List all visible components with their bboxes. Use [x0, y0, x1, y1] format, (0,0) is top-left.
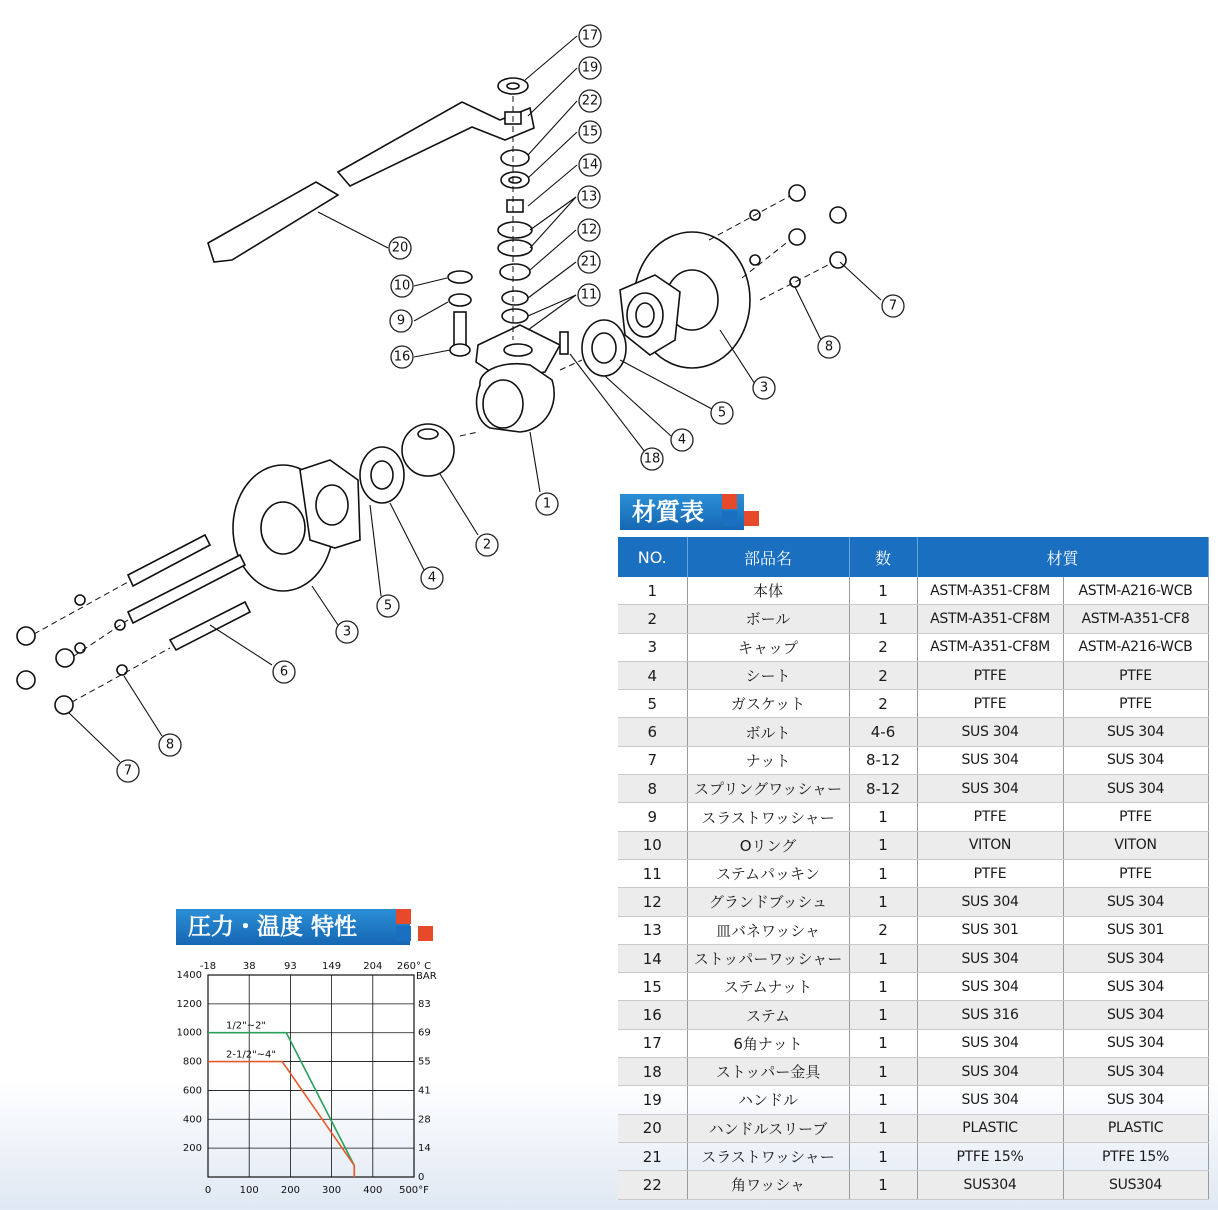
- svg-text:3: 3: [759, 380, 769, 396]
- series-label-1: 2-1/2"~4": [226, 1049, 277, 1061]
- callout-8-left: [159, 734, 181, 756]
- callout-3-right: [753, 377, 775, 399]
- right-tick-label: 41: [418, 1085, 431, 1097]
- cell-material-1: SUS 304: [917, 888, 1063, 916]
- cell-material-1: PTFE: [917, 690, 1063, 718]
- cell-material-1: SUS 304: [917, 775, 1063, 803]
- cell-material-2: SUS 304: [1063, 973, 1208, 1001]
- cell-qty: 1: [849, 859, 917, 887]
- cell-qty: 2: [849, 916, 917, 944]
- table-row: [618, 916, 1208, 944]
- svg-text:17: 17: [581, 28, 599, 44]
- table-header-row: [618, 537, 1208, 577]
- right-tick-label: 14: [418, 1143, 431, 1155]
- bottom-tick-label: 300: [322, 1185, 342, 1196]
- cell-material-1: SUS 304: [917, 973, 1063, 1001]
- cell-material-2: SUS 304: [1063, 746, 1208, 774]
- series-label-0: 1/2"~2": [226, 1020, 267, 1032]
- callout-2: [476, 534, 498, 556]
- cell-material-2: VITON: [1063, 831, 1208, 859]
- cell-no: 12: [618, 888, 687, 916]
- cell-qty: 1: [849, 973, 917, 1001]
- cell-no: 6: [618, 718, 687, 746]
- left-tick-label: 800: [182, 1056, 202, 1068]
- cell-part-name: ガスケット: [687, 690, 849, 718]
- table-row: [618, 1029, 1208, 1057]
- cell-material-1: PTFE: [917, 661, 1063, 689]
- cell-no: 2: [618, 605, 687, 633]
- callout-20: [389, 237, 411, 259]
- table-row: [618, 577, 1208, 605]
- cell-material-2: SUS 301: [1063, 916, 1208, 944]
- right-tick-label: 55: [418, 1056, 431, 1068]
- callout-8-right: [818, 336, 840, 358]
- header-qty: 数: [849, 537, 917, 577]
- cell-part-name: キャップ: [687, 633, 849, 661]
- cell-material-2: PLASTIC: [1063, 1114, 1208, 1142]
- callout-4-left: [421, 567, 443, 589]
- table-row: [618, 1114, 1208, 1142]
- svg-text:13: 13: [580, 189, 598, 205]
- table-row: [618, 690, 1208, 718]
- callout-5-left: [377, 595, 399, 617]
- bottom-tick-label: 100: [239, 1185, 259, 1196]
- cell-no: 14: [618, 944, 687, 972]
- cell-part-name: スラストワッシャー: [687, 1142, 849, 1170]
- right-seat-gasket: [582, 320, 626, 376]
- table-row: [618, 944, 1208, 972]
- ball: [402, 424, 454, 476]
- accent-square-red: [744, 511, 759, 526]
- cell-material-2: ASTM-A216-WCB: [1063, 577, 1208, 605]
- callout-19: [579, 57, 601, 79]
- cell-no: 15: [618, 973, 687, 1001]
- handle-sleeve: [208, 182, 338, 262]
- table-row: [618, 859, 1208, 887]
- cell-material-2: PTFE: [1063, 859, 1208, 887]
- cell-material-2: ASTM-A351-CF8: [1063, 605, 1208, 633]
- callout-9: [390, 310, 412, 332]
- cell-material-1: SUS 304: [917, 718, 1063, 746]
- materials-title-banner: [620, 494, 744, 530]
- cell-material-1: PLASTIC: [917, 1114, 1063, 1142]
- cell-part-name: ハンドル: [687, 1086, 849, 1114]
- svg-text:19: 19: [581, 60, 599, 76]
- left-tick-label: 1400: [176, 970, 202, 981]
- cell-material-2: SUS 304: [1063, 944, 1208, 972]
- header-part-name: 部品名: [687, 537, 849, 577]
- table-row: [618, 605, 1208, 633]
- right-fasteners: [750, 185, 846, 287]
- cell-material-1: ASTM-A351-CF8M: [917, 633, 1063, 661]
- cell-part-name: ボール: [687, 605, 849, 633]
- callout-13: [578, 186, 600, 208]
- cell-material-1: SUS 304: [917, 1029, 1063, 1057]
- cell-part-name: グランドブッシュ: [687, 888, 849, 916]
- materials-table-body: [618, 577, 1208, 1199]
- bottom-tick-label: 400: [363, 1185, 383, 1196]
- table-row: [618, 1142, 1208, 1170]
- svg-text:22: 22: [581, 93, 599, 109]
- materials-title: 材質表: [632, 498, 704, 526]
- right-axis-unit: BAR: [416, 971, 437, 982]
- cell-part-name: ハンドルスリーブ: [687, 1114, 849, 1142]
- table-row: [618, 831, 1208, 859]
- cell-no: 8: [618, 775, 687, 803]
- left-tick-label: 200: [182, 1143, 202, 1155]
- cell-qty: 1: [849, 605, 917, 633]
- cell-qty: 1: [849, 1142, 917, 1170]
- table-row: [618, 746, 1208, 774]
- cell-no: 1: [618, 577, 687, 605]
- cell-no: 13: [618, 916, 687, 944]
- callout-22: [579, 90, 601, 112]
- cell-material-2: SUS 304: [1063, 1029, 1208, 1057]
- cell-no: 7: [618, 746, 687, 774]
- accent-square-blue: [722, 511, 737, 526]
- cell-no: 3: [618, 633, 687, 661]
- svg-text:5: 5: [383, 598, 393, 614]
- svg-text:6: 6: [279, 664, 289, 680]
- callout-10: [391, 275, 413, 297]
- cell-material-1: ASTM-A351-CF8M: [917, 605, 1063, 633]
- cell-qty: 2: [849, 690, 917, 718]
- bolts: [128, 535, 250, 650]
- callout-17: [579, 25, 601, 47]
- cell-qty: 1: [849, 944, 917, 972]
- callout-18: [641, 448, 663, 470]
- left-tick-label: 1000: [176, 1027, 202, 1039]
- top-tick-label: 38: [242, 961, 256, 972]
- cell-material-1: SUS 316: [917, 1001, 1063, 1029]
- table-row: [618, 888, 1208, 916]
- svg-text:9: 9: [396, 313, 406, 329]
- cell-qty: 1: [849, 1086, 917, 1114]
- callout-14: [579, 154, 601, 176]
- cell-part-name: 角ワッシャ: [687, 1171, 849, 1199]
- cell-no: 11: [618, 859, 687, 887]
- cell-qty: 1: [849, 1114, 917, 1142]
- callout-15: [579, 121, 601, 143]
- cell-material-2: PTFE: [1063, 690, 1208, 718]
- table-row: [618, 718, 1208, 746]
- cell-material-2: SUS 304: [1063, 1001, 1208, 1029]
- top-tick-label: 93: [284, 961, 297, 972]
- cell-part-name: ボルト: [687, 718, 849, 746]
- accent-square-red: [396, 909, 411, 924]
- cell-no: 19: [618, 1086, 687, 1114]
- callout-5-right: [711, 402, 733, 424]
- cell-part-name: スラストワッシャー: [687, 803, 849, 831]
- callout-3-left: [336, 621, 358, 643]
- header-material: 材質: [917, 537, 1208, 577]
- accent-square-red: [722, 494, 737, 509]
- callout-11: [578, 284, 600, 306]
- svg-text:14: 14: [581, 157, 599, 173]
- header-no: NO.: [618, 537, 687, 577]
- cell-qty: 1: [849, 1171, 917, 1199]
- top-tick-label: 204: [363, 961, 383, 972]
- cell-no: 9: [618, 803, 687, 831]
- cell-part-name: ストッパー金具: [687, 1058, 849, 1086]
- cell-part-name: ステム: [687, 1001, 849, 1029]
- cell-qty: 8-12: [849, 746, 917, 774]
- svg-text:2: 2: [482, 537, 492, 553]
- cell-no: 10: [618, 831, 687, 859]
- cell-material-2: PTFE 15%: [1063, 1142, 1208, 1170]
- cell-qty: 1: [849, 577, 917, 605]
- table-row: [618, 803, 1208, 831]
- svg-text:15: 15: [581, 124, 599, 140]
- cell-material-2: PTFE: [1063, 661, 1208, 689]
- stem-parts: [448, 271, 472, 356]
- top-tick-label: 260° C: [396, 961, 432, 972]
- table-row: [618, 973, 1208, 1001]
- callout-7-right: [882, 295, 904, 317]
- cell-qty: 1: [849, 1001, 917, 1029]
- cell-qty: 2: [849, 633, 917, 661]
- cell-qty: 1: [849, 888, 917, 916]
- cell-material-1: SUS 304: [917, 746, 1063, 774]
- left-seat-gasket: [360, 447, 404, 503]
- svg-text:7: 7: [888, 298, 898, 314]
- callout-7-left: [117, 760, 139, 782]
- cell-part-name: 本体: [687, 577, 849, 605]
- svg-text:7: 7: [123, 763, 133, 779]
- cell-part-name: ナット: [687, 746, 849, 774]
- callout-6: [273, 661, 295, 683]
- svg-text:4: 4: [677, 432, 687, 448]
- table-row: [618, 633, 1208, 661]
- cell-material-2: SUS 304: [1063, 718, 1208, 746]
- svg-text:4: 4: [427, 570, 437, 586]
- cell-qty: 1: [849, 1029, 917, 1057]
- svg-text:8: 8: [165, 737, 175, 753]
- svg-text:11: 11: [580, 287, 598, 303]
- cell-material-2: SUS 304: [1063, 888, 1208, 916]
- table-row: [618, 1001, 1208, 1029]
- svg-text:12: 12: [580, 222, 598, 238]
- cell-material-1: VITON: [917, 831, 1063, 859]
- svg-text:20: 20: [391, 240, 409, 256]
- callout-16: [391, 346, 413, 368]
- table-row: [618, 1171, 1208, 1199]
- cell-qty: 1: [849, 831, 917, 859]
- bottom-tick-label: 0: [204, 1185, 212, 1196]
- cell-qty: 4-6: [849, 718, 917, 746]
- right-tick-label: 83: [418, 998, 431, 1010]
- cell-part-name: ステムナット: [687, 973, 849, 1001]
- cell-material-1: PTFE: [917, 803, 1063, 831]
- cell-material-1: PTFE: [917, 859, 1063, 887]
- cell-material-1: ASTM-A351-CF8M: [917, 577, 1063, 605]
- cell-material-2: PTFE: [1063, 803, 1208, 831]
- callout-4-right: [671, 429, 693, 451]
- top-tick-label: -18: [199, 961, 217, 972]
- cell-part-name: 6角ナット: [687, 1029, 849, 1057]
- table-row: [618, 1058, 1208, 1086]
- cell-part-name: Oリング: [687, 831, 849, 859]
- callout-21: [578, 251, 600, 273]
- accent-square-red: [418, 926, 433, 941]
- cell-material-2: SUS 304: [1063, 1058, 1208, 1086]
- cell-material-2: SUS 304: [1063, 775, 1208, 803]
- cell-qty: 2: [849, 661, 917, 689]
- cell-qty: 8-12: [849, 775, 917, 803]
- svg-text:5: 5: [717, 405, 727, 421]
- cell-part-name: スプリングワッシャー: [687, 775, 849, 803]
- cell-no: 17: [618, 1029, 687, 1057]
- cell-no: 5: [618, 690, 687, 718]
- svg-text:18: 18: [643, 451, 661, 467]
- cell-part-name: 皿バネワッシャ: [687, 916, 849, 944]
- valve-body: [476, 325, 568, 432]
- cell-part-name: ストッパーワッシャー: [687, 944, 849, 972]
- cell-no: 4: [618, 661, 687, 689]
- svg-text:10: 10: [393, 278, 411, 294]
- cell-material-2: ASTM-A216-WCB: [1063, 633, 1208, 661]
- right-tick-label: 28: [418, 1114, 431, 1126]
- svg-text:16: 16: [393, 349, 411, 365]
- cell-no: 21: [618, 1142, 687, 1170]
- top-tick-label: 149: [322, 961, 342, 972]
- cell-no: 20: [618, 1114, 687, 1142]
- left-tick-label: 400: [182, 1114, 202, 1126]
- table-row: [618, 661, 1208, 689]
- cell-no: 16: [618, 1001, 687, 1029]
- cell-part-name: ステムパッキン: [687, 859, 849, 887]
- cell-no: 22: [618, 1171, 687, 1199]
- right-tick-label: 0: [418, 1172, 425, 1183]
- cell-material-1: SUS 304: [917, 944, 1063, 972]
- cell-material-1: PTFE 15%: [917, 1142, 1063, 1170]
- svg-text:3: 3: [342, 624, 352, 640]
- callout-12: [578, 219, 600, 241]
- cell-material-1: SUS304: [917, 1171, 1063, 1199]
- right-cap: [620, 232, 750, 368]
- right-tick-label: 69: [418, 1027, 431, 1039]
- pressure-temp-title-banner: [176, 909, 410, 945]
- cell-qty: 1: [849, 803, 917, 831]
- left-tick-label: 1200: [176, 998, 202, 1010]
- cell-material-1: SUS 301: [917, 916, 1063, 944]
- left-tick-label: 600: [182, 1085, 202, 1097]
- svg-text:1: 1: [542, 496, 552, 512]
- cell-no: 18: [618, 1058, 687, 1086]
- callout-1: [536, 493, 558, 515]
- cell-part-name: シート: [687, 661, 849, 689]
- table-row: [618, 1086, 1208, 1114]
- pressure-temp-title: 圧力・温度 特性: [188, 914, 358, 940]
- materials-table: [618, 537, 1209, 1200]
- cell-material-1: SUS 304: [917, 1058, 1063, 1086]
- svg-text:21: 21: [580, 254, 598, 270]
- cell-material-2: SUS304: [1063, 1171, 1208, 1199]
- svg-text:8: 8: [824, 339, 834, 355]
- table-row: [618, 775, 1208, 803]
- accent-square-blue: [396, 926, 411, 941]
- cell-qty: 1: [849, 1058, 917, 1086]
- bottom-tick-label: 200: [280, 1185, 300, 1196]
- bottom-tick-label: 500°F: [399, 1185, 429, 1196]
- left-cap: [233, 460, 360, 591]
- cell-material-1: SUS 304: [917, 1086, 1063, 1114]
- cell-material-2: SUS 304: [1063, 1086, 1208, 1114]
